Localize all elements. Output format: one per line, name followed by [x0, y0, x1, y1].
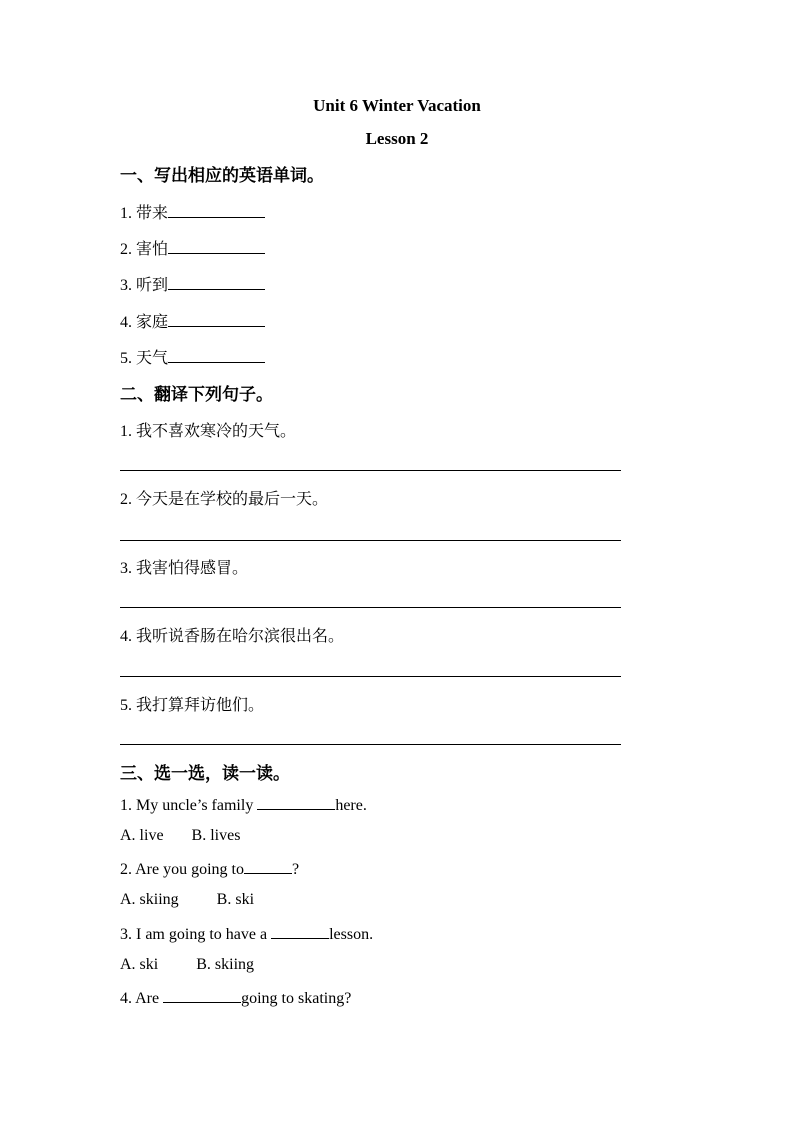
section2-item	[120, 486, 328, 509]
question-1-options	[120, 827, 240, 845]
section2-item	[120, 623, 344, 646]
answer-blank[interactable]	[168, 348, 265, 363]
chinese-sentence: 我害怕得感冒。	[136, 558, 249, 577]
section1-item	[120, 309, 265, 332]
translation-answer-line[interactable]	[120, 607, 621, 608]
item-number: 2.	[120, 241, 132, 258]
answer-blank[interactable]	[271, 924, 329, 939]
item-number: 3.	[120, 277, 132, 294]
question-text: 1. My uncle’s family	[120, 797, 258, 814]
section2-heading: 二、翻译下列句子。	[120, 385, 273, 405]
question-text: 2. Are you going to	[120, 861, 244, 878]
chinese-sentence: 我打算拜访他们。	[136, 695, 265, 714]
question-text-end: ?	[292, 861, 300, 878]
item-number: 1.	[120, 205, 132, 222]
answer-blank[interactable]	[168, 239, 265, 254]
option-b[interactable]: B. skiing	[196, 956, 255, 973]
question-text-end: lesson.	[329, 926, 374, 943]
answer-blank[interactable]	[244, 859, 292, 874]
question-text-end: going to skating?	[241, 990, 352, 1007]
section1-item	[120, 345, 265, 368]
section1-heading: 一、写出相应的英语单词。	[120, 166, 324, 186]
question-3	[120, 924, 373, 944]
answer-blank[interactable]	[168, 275, 265, 290]
translation-answer-line[interactable]	[120, 470, 621, 471]
item-word: 害怕	[136, 239, 169, 258]
item-number: 4.	[120, 314, 132, 331]
item-number: 5.	[120, 350, 132, 367]
translation-answer-line[interactable]	[120, 540, 621, 541]
section1-item	[120, 272, 265, 295]
lesson-subtitle: Lesson 2	[365, 129, 429, 148]
section2-item	[120, 692, 264, 715]
translation-answer-line[interactable]	[120, 744, 621, 745]
answer-blank[interactable]	[257, 795, 335, 810]
item-word: 家庭	[136, 312, 169, 331]
item-number: 4.	[120, 628, 132, 645]
question-text-end: here.	[335, 797, 367, 814]
section2-item	[120, 418, 296, 441]
question-2	[120, 859, 299, 879]
section1-item	[120, 236, 265, 259]
item-number: 3.	[120, 560, 132, 577]
question-text: 3. I am going to have a	[120, 926, 272, 943]
worksheet-title: Unit 6 Winter Vacation	[313, 96, 481, 115]
section3-heading: 三、选一选，读一读。	[120, 764, 290, 784]
chinese-sentence: 我不喜欢寒冷的天气。	[136, 421, 297, 440]
section1-item	[120, 200, 265, 223]
option-a[interactable]: A. ski	[120, 956, 159, 973]
item-word: 带来	[136, 203, 169, 222]
answer-blank[interactable]	[163, 988, 241, 1003]
translation-answer-line[interactable]	[120, 676, 621, 677]
chinese-sentence: 我听说香肠在哈尔滨很出名。	[136, 626, 345, 645]
option-b[interactable]: B. ski	[216, 891, 255, 908]
question-4	[120, 988, 351, 1008]
item-word: 天气	[136, 348, 169, 367]
answer-blank[interactable]	[168, 203, 265, 218]
item-word: 听到	[136, 275, 169, 294]
answer-blank[interactable]	[168, 312, 265, 327]
item-number: 5.	[120, 697, 132, 714]
option-b[interactable]: B. lives	[191, 827, 241, 844]
option-a[interactable]: A. live	[120, 827, 164, 844]
item-number: 2.	[120, 491, 132, 508]
question-text: 4. Are	[120, 990, 164, 1007]
option-a[interactable]: A. skiing	[120, 891, 179, 908]
question-2-options	[120, 891, 254, 909]
item-number: 1.	[120, 423, 132, 440]
question-3-options	[120, 956, 254, 974]
question-1	[120, 795, 367, 815]
chinese-sentence: 今天是在学校的最后一天。	[136, 489, 329, 508]
section2-item	[120, 555, 248, 578]
